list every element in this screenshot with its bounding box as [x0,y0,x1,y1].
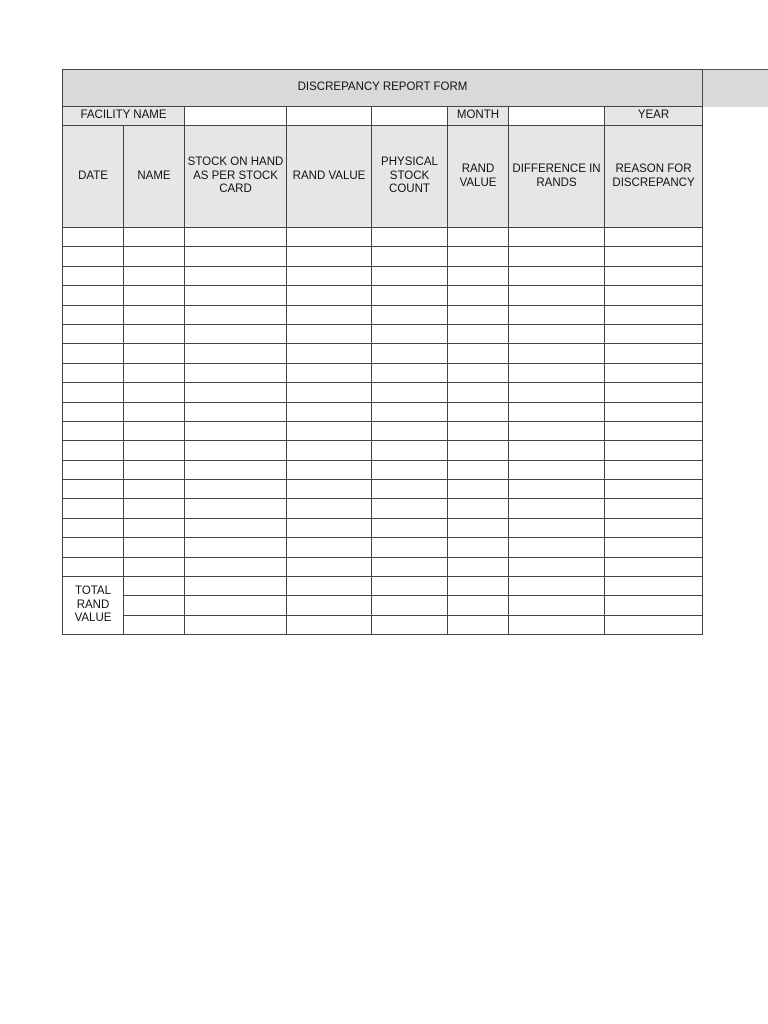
table-row [63,557,703,576]
table-cell[interactable] [372,344,448,363]
column-header-difference-in-rands: DIFFERENCE IN RANDS [509,126,605,228]
table-row [63,363,703,382]
table-cell[interactable] [185,228,287,247]
table-cell[interactable] [372,441,448,460]
table-cell[interactable] [448,363,509,382]
table-cell[interactable] [63,266,124,285]
table-row [63,286,703,305]
table-cell[interactable] [372,499,448,518]
table-cell[interactable] [185,615,287,634]
table-cell[interactable] [448,557,509,576]
table-cell[interactable] [185,344,287,363]
table-cell[interactable] [185,363,287,382]
table-cell[interactable] [448,383,509,402]
month-field[interactable] [509,107,605,126]
table-cell[interactable] [287,324,372,343]
table-cell[interactable] [448,286,509,305]
table-cell[interactable] [287,596,372,615]
total-rand-value-label: TOTAL RAND VALUE [63,577,124,635]
table-cell[interactable] [605,228,703,247]
table-cell[interactable] [63,421,124,440]
table-cell[interactable] [63,441,124,460]
table-cell[interactable] [509,615,605,634]
table-cell[interactable] [509,383,605,402]
table-cell[interactable] [185,324,287,343]
table-cell[interactable] [185,247,287,266]
table-cell[interactable] [448,615,509,634]
table-cell[interactable] [448,305,509,324]
table-cell[interactable] [124,305,185,324]
table-cell[interactable] [185,286,287,305]
facility-name-label: FACILITY NAME [63,107,185,126]
table-cell[interactable] [605,286,703,305]
table-cell[interactable] [372,421,448,440]
column-header-rand-value: RAND VALUE [287,126,372,228]
facility-name-field-2[interactable] [287,107,372,126]
table-cell[interactable] [287,480,372,499]
table-cell[interactable] [448,228,509,247]
total-row [63,596,703,615]
table-cell[interactable] [605,421,703,440]
table-cell[interactable] [372,577,448,596]
table-cell[interactable] [372,518,448,537]
table-cell[interactable] [185,421,287,440]
table-cell[interactable] [287,499,372,518]
table-cell[interactable] [287,557,372,576]
table-cell[interactable] [63,460,124,479]
table-cell[interactable] [605,266,703,285]
table-cell[interactable] [287,344,372,363]
table-cell[interactable] [605,557,703,576]
table-cell[interactable] [63,402,124,421]
table-cell[interactable] [448,518,509,537]
table-cell[interactable] [124,518,185,537]
table-cell[interactable] [63,247,124,266]
table-cell[interactable] [124,499,185,518]
table-cell[interactable] [448,266,509,285]
column-header-physical-stock-count: PHYSICAL STOCK COUNT [372,126,448,228]
column-header-name: NAME [124,126,185,228]
table-cell[interactable] [605,344,703,363]
table-cell[interactable] [124,577,185,596]
table-cell[interactable] [63,538,124,557]
table-cell[interactable] [448,577,509,596]
table-cell[interactable] [287,538,372,557]
table-cell[interactable] [372,324,448,343]
table-cell[interactable] [509,538,605,557]
table-row [63,305,703,324]
table-cell[interactable] [287,577,372,596]
table-cell[interactable] [185,266,287,285]
table-cell[interactable] [63,305,124,324]
table-row [63,247,703,266]
table-cell[interactable] [124,228,185,247]
table-cell[interactable] [448,421,509,440]
table-cell[interactable] [372,383,448,402]
table-row [63,518,703,537]
table-row [63,538,703,557]
table-cell[interactable] [124,363,185,382]
table-cell[interactable] [509,518,605,537]
table-cell[interactable] [63,363,124,382]
table-cell[interactable] [605,441,703,460]
table-cell[interactable] [124,266,185,285]
table-cell[interactable] [605,247,703,266]
year-label: YEAR [605,107,703,126]
table-cell[interactable] [605,324,703,343]
table-row [63,441,703,460]
table-cell[interactable] [372,480,448,499]
table-cell[interactable] [448,499,509,518]
table-cell[interactable] [509,286,605,305]
table-cell[interactable] [63,344,124,363]
table-cell[interactable] [185,518,287,537]
table-cell[interactable] [185,305,287,324]
table-row [63,480,703,499]
table-cell[interactable] [287,421,372,440]
table-cell[interactable] [287,286,372,305]
table-cell[interactable] [124,538,185,557]
entry-rows [63,228,703,577]
table-cell[interactable] [605,383,703,402]
table-cell[interactable] [63,286,124,305]
table-row [63,266,703,285]
table-cell[interactable] [448,247,509,266]
table-cell[interactable] [185,557,287,576]
table-cell[interactable] [124,460,185,479]
table-cell[interactable] [448,460,509,479]
table-cell[interactable] [287,402,372,421]
table-cell[interactable] [287,305,372,324]
table-cell[interactable] [185,402,287,421]
table-cell[interactable] [124,480,185,499]
table-cell[interactable] [605,363,703,382]
table-cell[interactable] [63,480,124,499]
table-cell[interactable] [605,596,703,615]
table-cell[interactable] [287,363,372,382]
table-cell[interactable] [124,383,185,402]
table-cell[interactable] [185,499,287,518]
table-cell[interactable] [605,577,703,596]
table-cell[interactable] [372,615,448,634]
table-cell[interactable] [448,324,509,343]
table-cell[interactable] [185,460,287,479]
table-cell[interactable] [287,615,372,634]
table-cell[interactable] [124,557,185,576]
table-cell[interactable] [509,247,605,266]
table-cell[interactable] [372,305,448,324]
table-row [63,383,703,402]
table-cell[interactable] [372,557,448,576]
table-cell[interactable] [185,383,287,402]
table-row [63,421,703,440]
table-cell[interactable] [185,441,287,460]
table-cell[interactable] [372,538,448,557]
facility-name-field[interactable] [185,107,287,126]
table-cell[interactable] [509,402,605,421]
table-cell[interactable] [372,596,448,615]
table-cell[interactable] [448,538,509,557]
table-cell[interactable] [605,305,703,324]
table-cell[interactable] [509,344,605,363]
table-cell[interactable] [605,460,703,479]
table-cell[interactable] [372,286,448,305]
facility-name-field-3[interactable] [372,107,448,126]
table-cell[interactable] [509,266,605,285]
table-cell[interactable] [124,247,185,266]
table-cell[interactable] [63,518,124,537]
month-label: MONTH [448,107,509,126]
table-cell[interactable] [448,441,509,460]
table-cell[interactable] [63,324,124,343]
table-cell[interactable] [372,460,448,479]
column-header-stock-on-hand: STOCK ON HAND AS PER STOCK CARD [185,126,287,228]
table-cell[interactable] [124,615,185,634]
table-cell[interactable] [185,577,287,596]
table-cell[interactable] [509,480,605,499]
table-row [63,402,703,421]
table-cell[interactable] [185,596,287,615]
table-cell[interactable] [124,421,185,440]
table-row [63,228,703,247]
table-cell[interactable] [509,324,605,343]
table-cell[interactable] [605,518,703,537]
table-cell[interactable] [372,266,448,285]
table-cell[interactable] [372,363,448,382]
table-cell[interactable] [509,421,605,440]
discrepancy-report-table [62,69,703,635]
table-row [63,499,703,518]
table-row [63,344,703,363]
table-cell[interactable] [185,480,287,499]
column-header-date: DATE [63,126,124,228]
table-cell[interactable] [185,538,287,557]
table-cell[interactable] [372,402,448,421]
table-cell[interactable] [509,499,605,518]
table-cell[interactable] [63,557,124,576]
table-cell[interactable] [287,383,372,402]
form-title: DISCREPANCY REPORT FORM [63,70,703,107]
table-row [63,460,703,479]
table-cell[interactable] [448,480,509,499]
table-cell[interactable] [605,538,703,557]
table-cell[interactable] [63,383,124,402]
table-cell[interactable] [372,247,448,266]
table-row [63,324,703,343]
table-cell[interactable] [287,228,372,247]
table-cell[interactable] [287,441,372,460]
table-cell[interactable] [509,441,605,460]
table-cell[interactable] [124,324,185,343]
table-cell[interactable] [509,228,605,247]
total-row [63,577,703,596]
table-cell[interactable] [124,402,185,421]
table-cell[interactable] [124,286,185,305]
table-cell[interactable] [509,557,605,576]
table-cell[interactable] [63,228,124,247]
table-cell[interactable] [509,460,605,479]
table-cell[interactable] [448,596,509,615]
table-cell[interactable] [448,344,509,363]
table-cell[interactable] [605,615,703,634]
table-cell[interactable] [372,228,448,247]
table-cell[interactable] [63,499,124,518]
table-cell[interactable] [509,363,605,382]
table-cell[interactable] [509,596,605,615]
table-cell[interactable] [124,441,185,460]
table-cell[interactable] [287,460,372,479]
table-cell[interactable] [448,402,509,421]
column-header-reason-for-discrepancy: REASON FOR DISCREPANCY [605,126,703,228]
table-cell[interactable] [605,480,703,499]
table-cell[interactable] [124,596,185,615]
column-header-rand-value-2: RAND VALUE [448,126,509,228]
total-row [63,615,703,634]
table-cell[interactable] [605,402,703,421]
table-cell[interactable] [509,577,605,596]
table-cell[interactable] [287,247,372,266]
table-cell[interactable] [124,344,185,363]
total-rows [63,577,703,635]
table-cell[interactable] [287,266,372,285]
table-cell[interactable] [287,518,372,537]
table-cell[interactable] [605,499,703,518]
table-cell[interactable] [509,305,605,324]
